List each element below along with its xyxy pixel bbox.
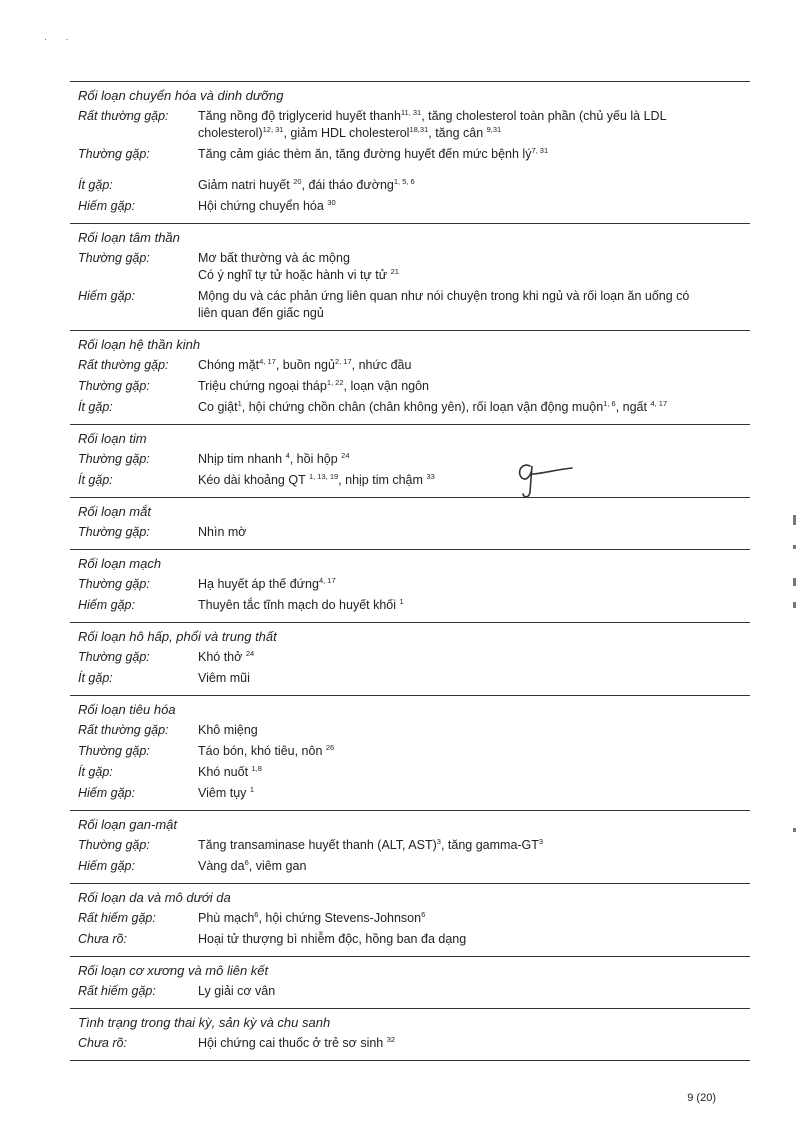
organ-class-section: [70, 330, 750, 424]
description-line: [198, 649, 726, 666]
scan-specks: · ·: [44, 34, 77, 44]
effect-text: , tăng cholesterol toàn phần (chủ yếu là LDL: [421, 109, 667, 123]
effect-text: Hội chứng chuyển hóa: [198, 199, 328, 213]
effect-text: Vàng da: [198, 859, 245, 873]
organ-class-section: [70, 424, 750, 497]
description-line: [198, 931, 726, 948]
effect-text: Khó thở: [198, 650, 246, 664]
organ-class-title: Rối loạn hô hấp, phổi và trung thất: [78, 629, 277, 644]
frequency-label: Ít gặp:: [78, 671, 113, 685]
organ-class-title: Rối loạn gan-mật: [78, 817, 177, 832]
adverse-effect-description: [198, 983, 750, 1000]
reference-superscript: 6: [421, 909, 426, 919]
frequency-row: [70, 743, 750, 760]
frequency-label: Thường gặp:: [78, 525, 150, 539]
frequency-label: Thường gặp:: [78, 650, 150, 664]
reference-superscript: 6: [244, 857, 249, 867]
reference-superscript: 2, 17: [334, 356, 352, 366]
organ-class-title: Rối loạn mắt: [78, 504, 151, 519]
effect-text: Phù mạch: [198, 911, 255, 925]
reference-superscript: 24: [245, 648, 255, 658]
frequency-label: Ít gặp:: [78, 473, 113, 487]
reference-superscript: 33: [426, 471, 435, 481]
scan-edge-mark: [793, 828, 796, 832]
description-line: [198, 177, 726, 194]
effect-text: Tăng transaminase huyết thanh (ALT, AST): [198, 838, 437, 852]
effect-text: Khó nuốt: [198, 765, 252, 779]
frequency-row: [70, 764, 750, 781]
effect-text: Ly giải cơ vân: [198, 984, 276, 998]
adverse-effect-description: [198, 649, 750, 666]
reference-superscript: 30: [327, 197, 336, 207]
adverse-effect-description: [198, 576, 750, 593]
organ-class-title: Tình trạng trong thai kỳ, sản kỳ và chu sanh: [78, 1015, 331, 1030]
organ-class-section: [70, 497, 750, 549]
effect-text: Thuyên tắc tĩnh mạch do huyết khối: [198, 598, 400, 612]
organ-class-section: [70, 956, 750, 1008]
frequency-label: Hiếm gặp:: [78, 859, 135, 873]
effect-text: Táo bón, khó tiêu, nôn: [198, 744, 326, 758]
frequency-row: [70, 472, 750, 489]
effect-text: , buồn ngủ: [275, 358, 335, 372]
adverse-effect-description: [198, 146, 750, 163]
effect-text: Nhìn mờ: [198, 525, 247, 539]
description-line: [198, 108, 726, 125]
frequency-row: [70, 357, 750, 374]
frequency-row: [70, 649, 750, 666]
description-line: [198, 357, 726, 374]
effect-text: Viêm tụy: [198, 786, 250, 800]
frequency-row: [70, 146, 750, 163]
frequency-label: Ít gặp:: [78, 178, 113, 192]
effect-text: Tăng cảm giác thèm ăn, tăng đường huyết đến mức bệnh lý: [198, 147, 532, 161]
effect-text: Nhịp tim nhanh: [198, 452, 286, 466]
description-line: [198, 764, 726, 781]
frequency-row: [70, 670, 750, 687]
frequency-row: [70, 399, 750, 416]
effect-text: Kéo dài khoảng QT: [198, 473, 309, 487]
adverse-effect-description: [198, 288, 750, 322]
organ-class-title: Rối loạn da và mô dưới da: [78, 890, 231, 905]
reference-superscript: 26: [325, 742, 335, 752]
scan-edge-mark: [793, 602, 796, 608]
frequency-label: Hiếm gặp:: [78, 289, 135, 303]
reference-superscript: 4, 17: [318, 575, 336, 585]
organ-class-title: Rối loạn cơ xương và mô liên kết: [78, 963, 269, 978]
adverse-effect-description: [198, 1035, 750, 1052]
adverse-effect-description: [198, 378, 750, 395]
reference-superscript: 1,8: [251, 763, 262, 773]
frequency-label: Thường gặp:: [78, 838, 150, 852]
effect-text: Hoại tử thượng bì nhiễm độc, hồng ban đa dạng: [198, 932, 467, 946]
reference-superscript: 1: [399, 596, 404, 606]
frequency-row: [70, 983, 750, 1000]
description-line: [198, 472, 726, 489]
frequency-label: Ít gặp:: [78, 400, 113, 414]
effect-text: Chóng mặt: [198, 358, 260, 372]
organ-class-title: Rối loạn chuyển hóa và dinh dưỡng: [78, 88, 284, 103]
description-line: [198, 837, 726, 854]
description-line: [198, 722, 726, 739]
effect-text: Tăng nồng độ triglycerid huyết thanh: [198, 109, 401, 123]
description-line: [198, 451, 726, 468]
adverse-effect-description: [198, 472, 750, 489]
description-line: [198, 743, 726, 760]
organ-class-title: Rối loạn tâm thần: [78, 230, 180, 245]
frequency-row: [70, 288, 750, 322]
organ-class-section: [70, 1008, 750, 1061]
description-line: [198, 378, 726, 395]
reference-superscript: 20: [293, 176, 302, 186]
frequency-label: Thường gặp:: [78, 744, 150, 758]
frequency-row: [70, 524, 750, 541]
effect-text: , nhức đầu: [351, 358, 412, 372]
frequency-row: [70, 451, 750, 468]
reference-superscript: 4: [285, 450, 290, 460]
reference-superscript: 3: [538, 836, 544, 846]
effect-text: Mộng du và các phản ứng liên quan như nói chuyện trong khi ngủ và rối loạn ăn uống có: [198, 289, 690, 303]
frequency-label: Chưa rõ:: [78, 932, 127, 946]
organ-class-section: [70, 549, 750, 622]
frequency-row: [70, 576, 750, 593]
reference-superscript: 1, 13, 19: [308, 471, 339, 481]
effect-text: Triệu chứng ngoại tháp: [198, 379, 327, 393]
effect-text: Hội chứng cai thuốc ở trẻ sơ sinh: [198, 1036, 387, 1050]
frequency-row: [70, 378, 750, 395]
frequency-label: Thường gặp:: [78, 577, 150, 591]
frequency-label: Rất thường gặp:: [78, 109, 169, 123]
description-line: [198, 399, 726, 416]
frequency-label: Hiếm gặp:: [78, 598, 135, 612]
description-line: [198, 983, 726, 1000]
adverse-effect-description: [198, 910, 750, 927]
effect-text: , nhịp tim chậm: [338, 473, 427, 487]
effect-text: , viêm gan: [248, 859, 307, 873]
effect-text: , loạn vận ngôn: [343, 379, 430, 393]
frequency-row: [70, 931, 750, 948]
description-line: [198, 146, 726, 163]
reference-superscript: 9,31: [486, 124, 502, 134]
effect-text: cholesterol): [198, 126, 263, 140]
adverse-effects-table: [70, 81, 750, 1061]
frequency-row: [70, 858, 750, 875]
organ-class-title: Rối loạn tiêu hóa: [78, 702, 176, 717]
frequency-row: [70, 910, 750, 927]
scan-edge-mark: [793, 545, 796, 549]
effect-text: Giảm natri huyết: [198, 178, 294, 192]
description-line: [198, 125, 726, 142]
frequency-label: Rất thường gặp:: [78, 358, 169, 372]
effect-text: Viêm mũi: [198, 671, 250, 685]
frequency-label: Hiếm gặp:: [78, 199, 135, 213]
adverse-effect-description: [198, 451, 750, 468]
frequency-label: Thường gặp:: [78, 251, 150, 265]
reference-superscript: 4, 17: [259, 356, 276, 366]
reference-superscript: 18,31: [409, 124, 429, 134]
effect-text: Có ý nghĩ tự tử hoặc hành vi tự tử: [198, 268, 391, 282]
adverse-effect-description: [198, 931, 750, 948]
adverse-effect-description: [198, 177, 750, 194]
reference-superscript: 1, 5, 6: [393, 176, 415, 186]
adverse-effect-description: [198, 785, 750, 802]
frequency-row: [70, 785, 750, 802]
effect-text: , ngất: [615, 400, 651, 414]
effect-text: Khô miệng: [198, 723, 258, 737]
frequency-label: Chưa rõ:: [78, 1036, 127, 1050]
description-line: [198, 267, 726, 284]
frequency-row: [70, 837, 750, 854]
adverse-effect-description: [198, 357, 750, 374]
reference-superscript: 1: [237, 398, 242, 408]
description-line: [198, 785, 726, 802]
organ-class-section: [70, 695, 750, 810]
organ-class-title: Rối loạn hệ thần kinh: [78, 337, 201, 352]
reference-superscript: 1: [249, 784, 255, 794]
frequency-row: [70, 108, 750, 142]
reference-superscript: 11, 31: [400, 107, 422, 117]
organ-class-title: Rối loạn tim: [78, 431, 147, 446]
adverse-effect-description: [198, 858, 750, 875]
effect-text: liên quan đến giấc ngủ: [198, 306, 324, 320]
reference-superscript: 21: [390, 266, 399, 276]
adverse-effect-description: [198, 837, 750, 854]
description-line: [198, 858, 726, 875]
reference-superscript: 6: [254, 909, 259, 919]
reference-superscript: 32: [386, 1034, 396, 1044]
reference-superscript: 4, 17: [650, 398, 668, 408]
frequency-row: [70, 597, 750, 614]
organ-class-section: [70, 810, 750, 883]
description-line: [198, 910, 726, 927]
frequency-label: Thường gặp:: [78, 379, 150, 393]
frequency-label: Thường gặp:: [78, 452, 150, 466]
reference-superscript: 7, 31: [531, 145, 549, 155]
adverse-effect-description: [198, 108, 750, 142]
description-line: [198, 198, 726, 215]
description-line: [198, 288, 726, 305]
handwritten-initial: [510, 452, 580, 502]
reference-superscript: 1, 6: [603, 398, 616, 408]
organ-class-section: [70, 81, 750, 223]
effect-text: , giảm HDL cholesterol: [283, 126, 410, 140]
scan-edge-mark: [793, 578, 796, 586]
description-line: [198, 576, 726, 593]
frequency-label: Thường gặp:: [78, 147, 150, 161]
description-line: [198, 597, 726, 614]
adverse-effect-description: [198, 722, 750, 739]
frequency-row: [70, 177, 750, 194]
frequency-row: [70, 250, 750, 284]
adverse-effect-description: [198, 743, 750, 760]
effect-text: , đái tháo đường: [301, 178, 394, 192]
effect-text: Hạ huyết áp thế đứng: [198, 577, 319, 591]
reference-superscript: 12, 31: [262, 124, 284, 134]
frequency-label: Hiếm gặp:: [78, 786, 135, 800]
reference-superscript: 24: [341, 450, 350, 460]
frequency-label: Rất hiếm gặp:: [78, 984, 156, 998]
page-number: 9 (20): [687, 1092, 716, 1104]
effect-text: Co giật: [198, 400, 238, 414]
description-line: [198, 524, 726, 541]
adverse-effect-description: [198, 764, 750, 781]
reference-superscript: 3: [436, 836, 441, 846]
frequency-row: [70, 722, 750, 739]
scan-edge-mark: [793, 515, 796, 525]
effect-text: Mơ bất thường và ác mộng: [198, 251, 350, 265]
organ-class-section: [70, 223, 750, 330]
description-line: [198, 1035, 726, 1052]
adverse-effect-description: [198, 399, 750, 416]
description-line: [198, 305, 726, 322]
adverse-effect-description: [198, 524, 750, 541]
effect-text: , tăng cân: [428, 126, 487, 140]
reference-superscript: 1, 22: [326, 377, 344, 387]
effect-text: , hội chứng Stevens-Johnson: [258, 911, 422, 925]
adverse-effect-description: [198, 670, 750, 687]
adverse-effect-description: [198, 597, 750, 614]
adverse-effect-description: [198, 250, 750, 284]
effect-text: , tăng gamma-GT: [440, 838, 539, 852]
organ-class-section: [70, 883, 750, 956]
description-line: [198, 250, 726, 267]
frequency-row: [70, 198, 750, 215]
organ-class-title: Rối loạn mạch: [78, 556, 162, 571]
frequency-row: [70, 1035, 750, 1052]
organ-class-section: [70, 622, 750, 695]
effect-text: , hồi hộp: [289, 452, 342, 466]
frequency-label: Ít gặp:: [78, 765, 113, 779]
effect-text: , hội chứng chồn chân (chân không yên), rối loạn vận động muộn: [241, 400, 604, 414]
description-line: [198, 670, 726, 687]
adverse-effect-description: [198, 198, 750, 215]
frequency-label: Rất hiếm gặp:: [78, 911, 156, 925]
frequency-label: Rất thường gặp:: [78, 723, 169, 737]
